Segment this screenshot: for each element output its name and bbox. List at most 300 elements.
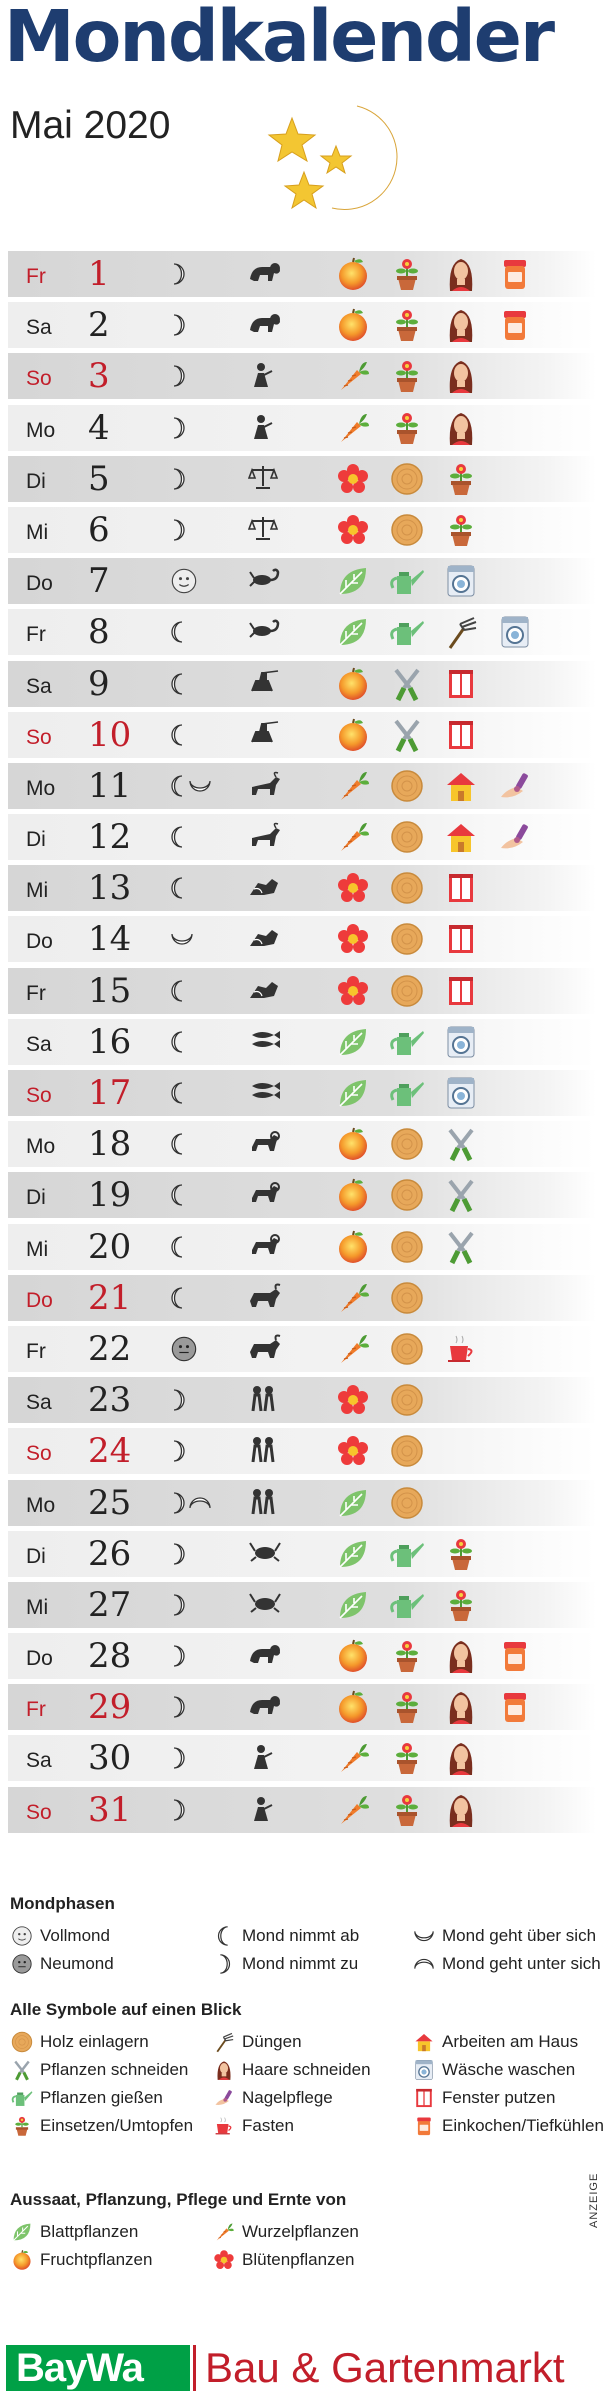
zodiac-ram-icon bbox=[248, 1232, 288, 1262]
activity-symbols bbox=[335, 562, 497, 600]
zodiac-lion-icon bbox=[248, 1641, 288, 1671]
window-icon bbox=[443, 920, 479, 958]
zodiac-bull-icon bbox=[248, 1334, 288, 1364]
weekday-label: Di bbox=[26, 1544, 46, 1568]
moon-waning-icon bbox=[170, 979, 186, 1003]
flower-icon bbox=[335, 972, 371, 1010]
zodiac-lion-icon bbox=[248, 1692, 288, 1722]
zodiac-ram-icon bbox=[248, 1129, 288, 1159]
calendar-row bbox=[8, 454, 596, 505]
moon-phase bbox=[170, 515, 186, 545]
watering-icon bbox=[389, 1586, 425, 1624]
calendar-row bbox=[8, 863, 596, 914]
moon-phase bbox=[170, 1334, 198, 1364]
scissors-icon bbox=[443, 1176, 479, 1214]
activity-symbols bbox=[335, 1739, 497, 1777]
weekday-label: So bbox=[26, 367, 52, 391]
flower-icon bbox=[335, 869, 371, 907]
calendar-row bbox=[8, 1273, 596, 1324]
wood-icon bbox=[389, 1125, 425, 1163]
calendar-row bbox=[8, 1324, 596, 1375]
plant-icon bbox=[389, 409, 425, 447]
moon-waxing-icon bbox=[170, 1491, 186, 1515]
weekday-label: Mi bbox=[26, 1237, 49, 1261]
day-number: 25 bbox=[88, 1482, 132, 1523]
day-number: 17 bbox=[88, 1073, 132, 1113]
zodiac-lion-icon bbox=[248, 310, 288, 340]
weekday-label: So bbox=[26, 1800, 52, 1824]
hair-icon bbox=[443, 1739, 479, 1777]
root-icon bbox=[335, 409, 371, 447]
day-number: 24 bbox=[88, 1431, 132, 1472]
pruning-shears-icon bbox=[10, 2058, 34, 2082]
activity-symbols bbox=[335, 1228, 497, 1266]
flower-icon bbox=[335, 511, 371, 549]
moon-waxing-icon bbox=[170, 364, 186, 388]
calendar-row bbox=[8, 1682, 596, 1733]
activity-symbols bbox=[335, 1330, 497, 1368]
moon-waning-icon bbox=[170, 1235, 186, 1259]
weekday-label: Mo bbox=[26, 776, 56, 800]
day-number: 19 bbox=[88, 1175, 132, 1216]
hair-icon bbox=[443, 1637, 479, 1675]
scissors-icon bbox=[443, 1125, 479, 1163]
activity-symbols bbox=[335, 460, 497, 498]
calendar-row bbox=[8, 914, 596, 965]
zodiac-twins-icon bbox=[248, 1488, 288, 1518]
moon-phase bbox=[170, 1641, 186, 1671]
legend-plant: Einsetzen/Umtopfen bbox=[10, 2114, 193, 2138]
activity-symbols bbox=[335, 716, 497, 754]
fruit-icon bbox=[335, 665, 371, 703]
day-number: 14 bbox=[88, 919, 132, 960]
weekday-label: Fr bbox=[26, 265, 46, 288]
weekday-label: Mi bbox=[26, 520, 49, 544]
activity-symbols bbox=[335, 1791, 497, 1829]
washer-icon bbox=[443, 562, 479, 600]
window-icon bbox=[443, 665, 479, 703]
moon-waning-icon bbox=[170, 723, 186, 747]
wood-icon bbox=[389, 972, 425, 1010]
legend-full-moon: Vollmond bbox=[10, 1924, 110, 1948]
plant-icon bbox=[389, 255, 425, 293]
fruit-icon bbox=[335, 1125, 371, 1163]
activity-symbols bbox=[335, 818, 551, 856]
moon-waxing-icon bbox=[170, 518, 186, 542]
calendar-row bbox=[8, 1733, 596, 1784]
weekday-label: Mi bbox=[26, 879, 49, 903]
house-icon bbox=[412, 2030, 436, 2054]
leaf-icon bbox=[10, 2220, 34, 2244]
moon-phase bbox=[170, 464, 186, 494]
day-number: 28 bbox=[88, 1636, 132, 1677]
legend-hair: Haare schneiden bbox=[212, 2058, 371, 2082]
leaf-icon bbox=[335, 1074, 371, 1112]
day-number: 1 bbox=[88, 254, 110, 294]
month-label: Mai 2020 bbox=[10, 104, 171, 147]
moon-phase bbox=[170, 1232, 186, 1262]
zodiac-lion-icon bbox=[248, 259, 288, 289]
moon-waning-icon bbox=[170, 672, 186, 696]
legend-washer: Wäsche waschen bbox=[412, 2058, 575, 2082]
flower-icon bbox=[335, 1432, 371, 1470]
moon-stars-decoration bbox=[262, 98, 412, 218]
day-number: 22 bbox=[88, 1328, 132, 1369]
moon-over-icon bbox=[170, 932, 194, 946]
flower-icon bbox=[335, 460, 371, 498]
weekday-label: Fr bbox=[26, 623, 46, 647]
root-icon bbox=[335, 1739, 371, 1777]
activity-symbols bbox=[335, 1074, 497, 1112]
weekday-label: Sa bbox=[26, 1032, 52, 1056]
moon-over-icon bbox=[188, 779, 212, 793]
flower-icon bbox=[335, 1381, 371, 1419]
activity-symbols bbox=[335, 767, 551, 805]
weekday-label: Mi bbox=[26, 1595, 49, 1619]
legend-leaf: Blattpflanzen bbox=[10, 2220, 138, 2244]
house-icon bbox=[443, 818, 479, 856]
moon-waxing-icon bbox=[170, 1695, 186, 1719]
hair-icon bbox=[443, 1688, 479, 1726]
activity-symbols bbox=[335, 1484, 443, 1522]
legend-root: Wurzelpflanzen bbox=[212, 2220, 359, 2244]
moon-waning-icon bbox=[170, 876, 186, 900]
jar-icon bbox=[497, 1688, 533, 1726]
fruit-icon bbox=[335, 1176, 371, 1214]
watering-icon bbox=[389, 1023, 425, 1061]
calendar-row bbox=[8, 1068, 596, 1119]
zodiac-scales-icon bbox=[248, 464, 288, 494]
moon-phase bbox=[170, 924, 194, 954]
day-number: 20 bbox=[88, 1226, 132, 1267]
moon-phase bbox=[170, 873, 186, 903]
fruit-icon bbox=[335, 1688, 371, 1726]
wood-icon bbox=[389, 1330, 425, 1368]
moon-phase bbox=[170, 1692, 186, 1722]
weekday-label: Fr bbox=[26, 981, 46, 1005]
calendar-row bbox=[8, 1375, 596, 1426]
moon-waxing-icon bbox=[170, 1746, 186, 1770]
zodiac-virgin-icon bbox=[248, 1743, 288, 1773]
moon-waning-icon bbox=[170, 620, 186, 644]
moon-phase bbox=[170, 1027, 186, 1057]
weekday-label: Do bbox=[26, 930, 53, 954]
advertisement-note: ANZEIGE bbox=[588, 2172, 600, 2228]
weekday-label: Sa bbox=[26, 316, 52, 340]
leaf-icon bbox=[335, 1535, 371, 1573]
calendar-row bbox=[8, 812, 596, 863]
zodiac-goat-icon bbox=[248, 822, 288, 852]
calendar-row bbox=[8, 505, 596, 556]
zodiac-virgin-icon bbox=[248, 1795, 288, 1825]
day-number: 9 bbox=[88, 663, 110, 704]
moon-waning-icon bbox=[170, 825, 186, 849]
zodiac-archer-icon bbox=[248, 669, 288, 699]
zodiac-scales-icon bbox=[248, 515, 288, 545]
moon-phase bbox=[170, 1488, 212, 1518]
day-number: 3 bbox=[88, 356, 110, 397]
zodiac-archer-icon bbox=[248, 720, 288, 750]
activity-symbols bbox=[335, 511, 497, 549]
activity-symbols bbox=[335, 1432, 443, 1470]
zodiac-fish-icon bbox=[248, 1027, 288, 1057]
calendar-row bbox=[8, 761, 596, 812]
calendar-row bbox=[8, 1017, 596, 1068]
fruit-icon bbox=[10, 2248, 34, 2272]
zodiac-aquarius-icon bbox=[248, 873, 288, 903]
weekday-label: So bbox=[26, 725, 52, 749]
flower-icon bbox=[335, 920, 371, 958]
activity-symbols bbox=[335, 869, 497, 907]
wood-icon bbox=[389, 818, 425, 856]
weekday-label: Di bbox=[26, 469, 46, 493]
moon-phase bbox=[170, 1283, 186, 1313]
day-number: 5 bbox=[88, 458, 110, 499]
moon-phase bbox=[170, 720, 186, 750]
fruit-icon bbox=[335, 1637, 371, 1675]
jar-icon bbox=[497, 255, 533, 293]
wood-icon bbox=[389, 920, 425, 958]
calendar-row bbox=[8, 1478, 596, 1529]
calendar-row bbox=[8, 607, 596, 658]
hair-icon bbox=[443, 255, 479, 293]
legend-symbols-heading: Alle Symbole auf einen Blick bbox=[10, 2000, 242, 2019]
scissors-icon bbox=[443, 1228, 479, 1266]
wood-icon bbox=[389, 767, 425, 805]
moon-waxing-icon bbox=[170, 1644, 186, 1668]
weekday-label: Di bbox=[26, 828, 46, 852]
day-number: 29 bbox=[88, 1687, 132, 1728]
legend-waxing: Mond nimmt zu bbox=[212, 1952, 358, 1976]
moon-phase bbox=[170, 310, 186, 340]
activity-symbols bbox=[335, 1023, 497, 1061]
plant-icon bbox=[443, 1586, 479, 1624]
leaf-icon bbox=[335, 1484, 371, 1522]
moon-phase bbox=[170, 1078, 186, 1108]
zodiac-virgin-icon bbox=[248, 413, 288, 443]
washing-machine-icon bbox=[412, 2058, 436, 2082]
calendar-row bbox=[8, 351, 596, 402]
legend-scissors: Pflanzen schneiden bbox=[10, 2058, 188, 2082]
moon-phase bbox=[170, 822, 186, 852]
wood-icon bbox=[389, 1381, 425, 1419]
moon-waning-icon bbox=[212, 1924, 236, 1948]
fruit-icon bbox=[335, 306, 371, 344]
moon-phase bbox=[170, 413, 186, 443]
day-number: 10 bbox=[88, 714, 132, 755]
potted-plant-icon bbox=[10, 2114, 34, 2138]
moon-waning-icon bbox=[170, 1081, 186, 1105]
moon-phase bbox=[170, 1743, 186, 1773]
calendar-row bbox=[8, 659, 596, 710]
activity-symbols bbox=[335, 665, 497, 703]
wood-icon bbox=[10, 2030, 34, 2054]
footer-claim: Bau & Gartenmarkt bbox=[205, 2344, 565, 2391]
watering-icon bbox=[389, 1535, 425, 1573]
zodiac-fish-icon bbox=[248, 1078, 288, 1108]
calendar-table bbox=[8, 249, 596, 1836]
calendar-row bbox=[8, 966, 596, 1017]
washer-icon bbox=[497, 613, 533, 651]
moon-phase bbox=[170, 1129, 186, 1159]
hair-icon bbox=[443, 306, 479, 344]
moon-phase bbox=[170, 1795, 186, 1825]
weekday-label: Fr bbox=[26, 1698, 46, 1722]
scissors-icon bbox=[389, 716, 425, 754]
legend-new-moon: Neumond bbox=[10, 1952, 114, 1976]
weekday-label: Sa bbox=[26, 674, 52, 698]
moon-waxing-icon bbox=[170, 416, 186, 440]
wood-icon bbox=[389, 1484, 425, 1522]
moon-waning-icon bbox=[170, 1030, 186, 1054]
activity-symbols bbox=[335, 255, 551, 293]
activity-symbols bbox=[335, 306, 551, 344]
zodiac-twins-icon bbox=[248, 1436, 288, 1466]
leaf-icon bbox=[335, 1586, 371, 1624]
fruit-icon bbox=[335, 255, 371, 293]
zodiac-virgin-icon bbox=[248, 361, 288, 391]
moon-waning-icon bbox=[170, 774, 186, 798]
day-number: 27 bbox=[88, 1584, 132, 1625]
day-number: 18 bbox=[88, 1124, 132, 1165]
calendar-row bbox=[8, 1785, 596, 1836]
legend-watering: Pflanzen gießen bbox=[10, 2086, 163, 2110]
window-icon bbox=[443, 869, 479, 907]
calendar-row bbox=[8, 710, 596, 761]
full-moon-icon bbox=[170, 567, 198, 595]
calendar-row bbox=[8, 1222, 596, 1273]
legend-moon-over: Mond geht über sich bbox=[412, 1924, 596, 1948]
activity-symbols bbox=[335, 1688, 551, 1726]
zodiac-bull-icon bbox=[248, 1283, 288, 1313]
leaf-icon bbox=[335, 613, 371, 651]
weekday-label: Mo bbox=[26, 1493, 56, 1517]
weekday-label: Mo bbox=[26, 418, 56, 442]
full-moon-icon bbox=[10, 1924, 34, 1948]
zodiac-twins-icon bbox=[248, 1385, 288, 1415]
calendar-row bbox=[8, 1426, 596, 1477]
root-icon bbox=[335, 357, 371, 395]
activity-symbols bbox=[335, 1637, 551, 1675]
day-number: 13 bbox=[88, 868, 132, 909]
zodiac-scorpion-icon bbox=[248, 617, 288, 647]
weekday-label: Do bbox=[26, 1647, 53, 1671]
day-number: 26 bbox=[88, 1533, 132, 1574]
window-icon bbox=[443, 716, 479, 754]
leaf-icon bbox=[335, 562, 371, 600]
day-number: 11 bbox=[88, 765, 132, 806]
plant-icon bbox=[389, 1688, 425, 1726]
day-number: 30 bbox=[88, 1738, 132, 1779]
zodiac-crab-icon bbox=[248, 1590, 288, 1620]
activity-symbols bbox=[335, 972, 497, 1010]
activity-symbols bbox=[335, 409, 497, 447]
moon-waning-icon bbox=[170, 1183, 186, 1207]
legend-jar: Einkochen/Tiefkühlen bbox=[412, 2114, 604, 2138]
moon-phase bbox=[170, 1385, 186, 1415]
house-icon bbox=[443, 767, 479, 805]
day-number: 4 bbox=[88, 407, 110, 448]
root-icon bbox=[335, 1279, 371, 1317]
zodiac-aquarius-icon bbox=[248, 976, 288, 1006]
legend-sowing-heading: Aussaat, Pflanzung, Pflege und Ernte von bbox=[10, 2190, 347, 2209]
calendar-row bbox=[8, 300, 596, 351]
moon-waxing-icon bbox=[170, 1542, 186, 1566]
moon-waxing-icon bbox=[170, 262, 186, 286]
window-icon bbox=[443, 972, 479, 1010]
weekday-label: Sa bbox=[26, 1391, 52, 1415]
moon-over-icon bbox=[412, 1924, 436, 1948]
weekday-label: Do bbox=[26, 1288, 53, 1312]
garden-fork-icon bbox=[212, 2030, 236, 2054]
jar-icon bbox=[497, 306, 533, 344]
activity-symbols bbox=[335, 1279, 443, 1317]
washer-icon bbox=[443, 1023, 479, 1061]
moon-phase bbox=[170, 1180, 186, 1210]
watering-icon bbox=[389, 613, 425, 651]
hair-icon bbox=[443, 409, 479, 447]
calendar-row bbox=[8, 556, 596, 607]
weekday-label: Fr bbox=[26, 1339, 46, 1363]
activity-symbols bbox=[335, 357, 497, 395]
moon-phase bbox=[170, 1539, 186, 1569]
flower-icon bbox=[212, 2248, 236, 2272]
moon-waxing-icon bbox=[170, 1439, 186, 1463]
day-number: 16 bbox=[88, 1021, 132, 1062]
plant-icon bbox=[443, 1535, 479, 1573]
legend-fork: Düngen bbox=[212, 2030, 302, 2054]
baywa-logo: BayWa bbox=[6, 2345, 190, 2391]
day-number: 23 bbox=[88, 1380, 132, 1421]
moon-phase bbox=[170, 771, 212, 801]
moon-phase bbox=[170, 976, 186, 1006]
moon-waxing-icon bbox=[170, 467, 186, 491]
activity-symbols bbox=[335, 1381, 443, 1419]
calendar-row bbox=[8, 249, 596, 300]
plant-icon bbox=[389, 1637, 425, 1675]
nail-icon bbox=[497, 818, 533, 856]
hair-icon bbox=[443, 357, 479, 395]
activity-symbols bbox=[335, 1535, 497, 1573]
root-icon bbox=[335, 1330, 371, 1368]
legend-house: Arbeiten am Haus bbox=[412, 2030, 578, 2054]
wood-icon bbox=[389, 511, 425, 549]
moon-waxing-icon bbox=[170, 1388, 186, 1412]
scissors-icon bbox=[389, 665, 425, 703]
nail-icon bbox=[497, 767, 533, 805]
calendar-row bbox=[8, 1529, 596, 1580]
zodiac-crab-icon bbox=[248, 1539, 288, 1569]
moon-under-icon bbox=[412, 1952, 436, 1976]
legend-window: Fenster putzen bbox=[412, 2086, 555, 2110]
moon-waxing-icon bbox=[170, 313, 186, 337]
day-number: 2 bbox=[88, 305, 110, 346]
plant-icon bbox=[443, 460, 479, 498]
moon-phase bbox=[170, 617, 186, 647]
watering-icon bbox=[389, 562, 425, 600]
weekday-label: So bbox=[26, 1442, 52, 1466]
plant-icon bbox=[389, 306, 425, 344]
wood-icon bbox=[389, 1279, 425, 1317]
leaf-icon bbox=[335, 1023, 371, 1061]
weekday-label: Sa bbox=[26, 1749, 52, 1773]
moon-waxing-icon bbox=[212, 1952, 236, 1976]
calendar-row bbox=[8, 1631, 596, 1682]
carrot-icon bbox=[212, 2220, 236, 2244]
wood-icon bbox=[389, 869, 425, 907]
calendar-row bbox=[8, 1580, 596, 1631]
day-number: 21 bbox=[88, 1277, 132, 1318]
